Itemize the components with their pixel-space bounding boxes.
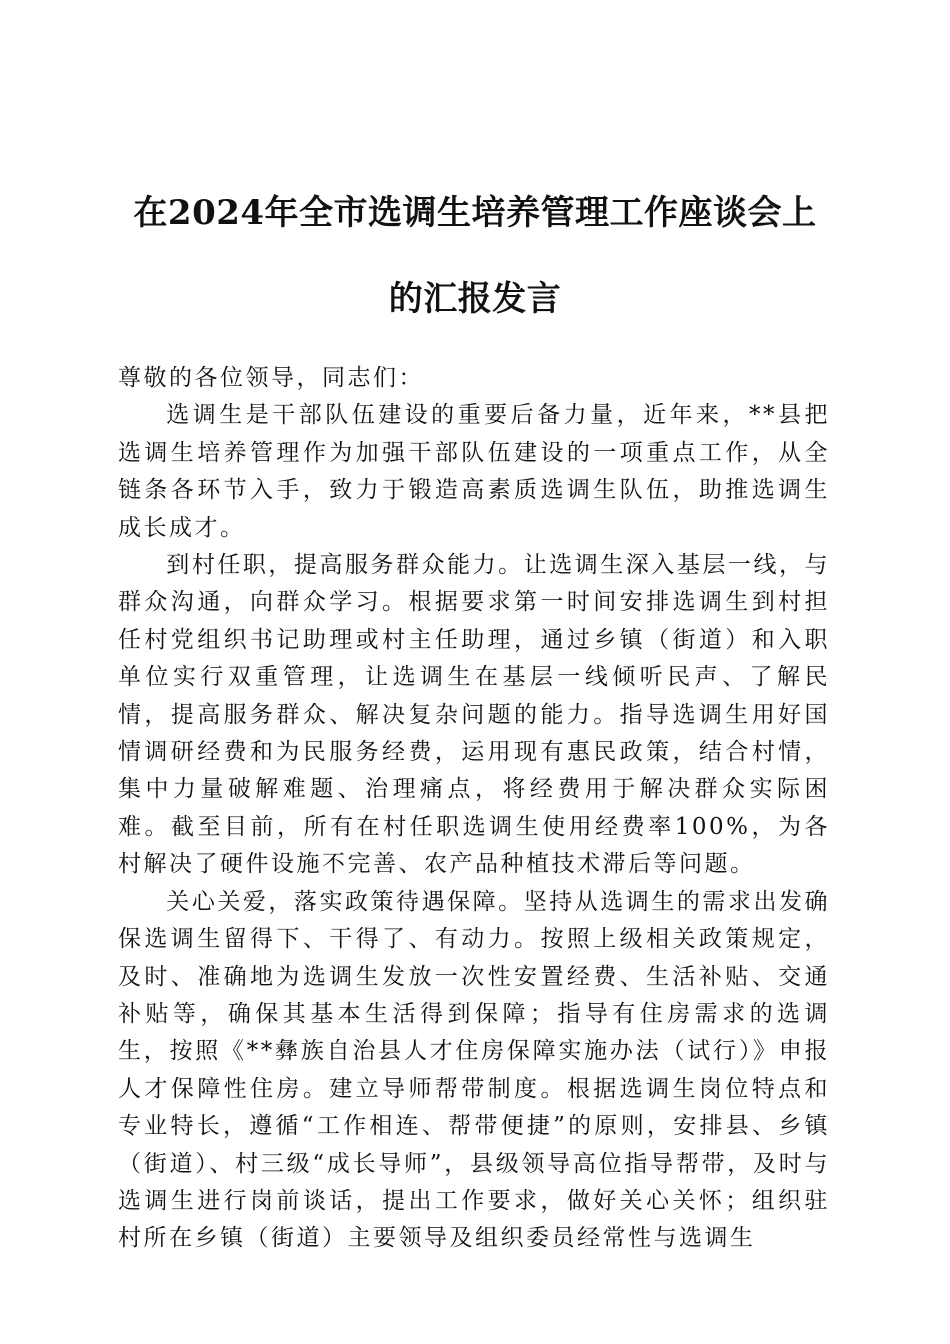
title-line-1: 在2024年全市选调生培养管理工作座谈会上: [133, 193, 817, 233]
document-body: [118, 360, 830, 1258]
document-title: [110, 170, 840, 342]
paragraph-intro: 选调生是干部队伍建设的重要后备力量，近年来，**县把选调生培养管理作为加强干部队伍建设的一项重点工作，从全链条各环节入手，致力于锻造高素质选调生队伍，助推选调生成长成才。: [118, 402, 830, 541]
title-line-2: 的汇报发言: [388, 279, 562, 319]
salutation: 尊敬的各位领导，同志们：: [118, 365, 424, 391]
paragraph-village-service: 到村任职，提高服务群众能力。让选调生深入基层一线，与群众沟通，向群众学习。根据要求第一时间安排选调生到村担任村党组织书记助理或村主任助理，通过乡镇（街道）和入职单位实行双重管理，让选调生在基层一线倾听民声、了解民情，提高服务群众、解决复杂问题的能力。指导选调生用好国情调研经费和为民服务经费，运用现有惠民政策，结合村情，集中力量破解难题、治理痛点，将经费用于解决群众实际困难。截至目前，所有在村任职选调生使用经费率100%，为各村解决了硬件设施不完善、农产品种植技术滞后等问题。: [118, 552, 830, 878]
paragraph-care-support: 关心关爱，落实政策待遇保障。坚持从选调生的需求出发确保选调生留得下、干得了、有动力。按照上级相关政策规定，及时、准确地为选调生发放一次性安置经费、生活补贴、交通补贴等，确保其基本生活得到保障；指导有住房需求的选调生，按照《**彝族自治县人才住房保障实施办法（试行）》申报人才保障性住房。建立导师帮带制度。根据选调生岗位特点和专业特长，遵循“工作相连、帮带便捷”的原则，安排县、乡镇（街道）、村三级“成长导师”，县级领导高位指导帮带，及时与选调生进行岗前谈话，提出工作要求，做好关心关怀；组织驻村所在乡镇（街道）主要领导及组织委员经常性与选调生: [118, 888, 830, 1252]
